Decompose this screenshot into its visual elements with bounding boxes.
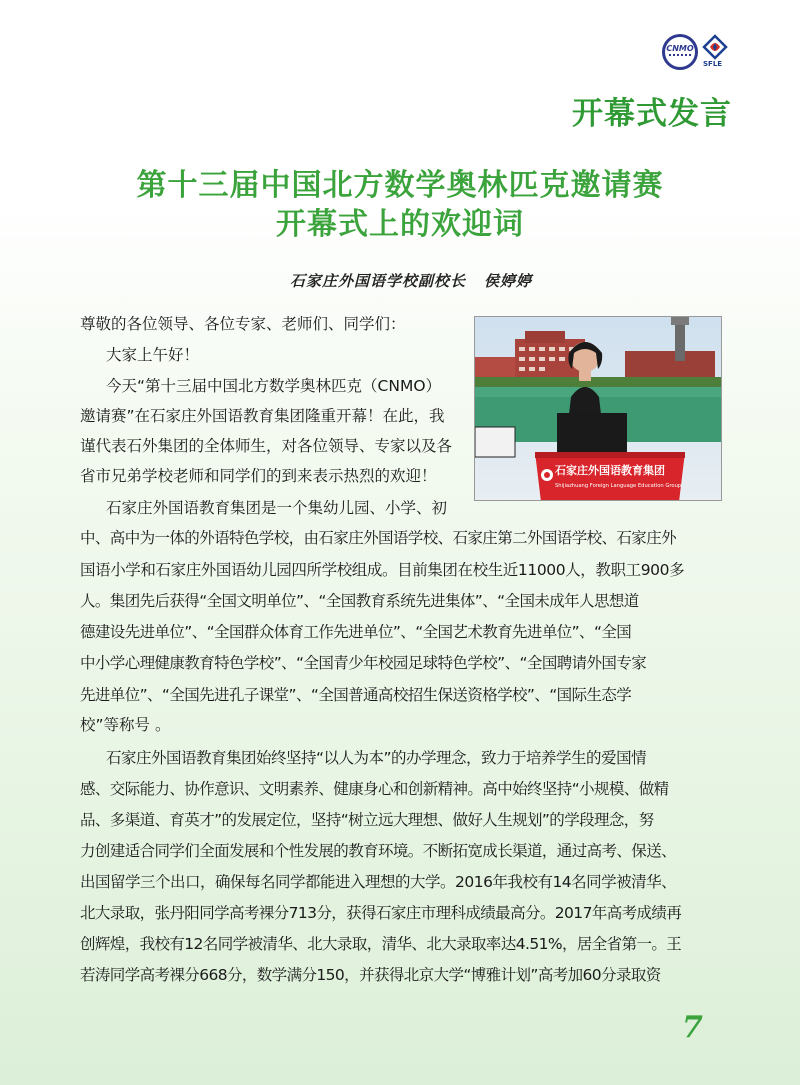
body-text-line: 力创建适合同学们全面发展和个性发展的教育环境。不断拓宽成长渠道，通过高考、保送、: [80, 842, 677, 860]
author-role: 石家庄外国语学校副校长: [289, 272, 466, 290]
body-text-line: 先进单位”、“全国先进孔子课堂”、“全国普通高校招生保送资格学校”、“国际生态学: [80, 686, 632, 704]
body-text-line: 石家庄外国语教育集团是一个集幼儿园、小学、初: [106, 499, 448, 517]
body-text-line: 今天“第十三届中国北方数学奥林匹克（CNMO）: [106, 377, 442, 395]
body-text-line: 谨代表石外集团的全体师生，对各位领导、专家以及各: [80, 437, 453, 455]
sfle-logo: [702, 34, 728, 70]
body-text-line: 感、交际能力、协作意识、文明素养、健康身心和创新精神。高中始终坚持“小规模、做精: [80, 780, 669, 798]
speaker-photo: [474, 316, 722, 501]
body-text-line: 北大录取，张丹阳同学高考裸分713分，获得石家庄市理科成绩最高分。2017年高考成绩再: [80, 904, 682, 922]
body-text-line: 邀请赛”在石家庄外国语教育集团隆重开幕！在此，我: [80, 407, 445, 425]
body-text-line: 中、高中为一体的外语特色学校，由石家庄外国语学校、石家庄第二外国语学校、石家庄外: [80, 529, 677, 547]
speaker-photo-image: [475, 317, 722, 501]
body-text-line: 省市兄弟学校老师和同学们的到来表示热烈的欢迎！: [80, 467, 437, 485]
body-text-line: 创辉煌，我校有12名同学被清华、北大录取，清华、北大录取率达4.51%，居全省第一。王: [80, 935, 682, 953]
body-text-line: 品、多渠道、育英才”的发展定位，坚持“树立远大理想、做好人生规划”的学段理念，努: [80, 811, 654, 829]
sfle-logo-text: SFLE: [703, 60, 723, 68]
cnmo-logo-wave: [669, 54, 691, 60]
page-number: 7: [682, 1010, 703, 1045]
cnmo-logo-text: CNMO: [666, 44, 694, 53]
body-text-line: 国语小学和石家庄外国语幼儿园四所学校组成。目前集团在校生近11000人，教职工900多: [80, 561, 685, 579]
body-text-line: 校”等称号 。: [80, 716, 171, 734]
section-title: 开幕式发言: [572, 96, 732, 132]
body-text-line: 德建设先进单位”、“全国群众体育工作先进单位”、“全国艺术教育先进单位”、“全国: [80, 623, 632, 641]
banner-text-en: Shijiazhuang Foreign Language Education Group: [555, 483, 682, 489]
banner-text-cn: 石家庄外国语教育集团: [555, 464, 665, 477]
body-text-line: 人。集团先后获得“全国文明单位”、“全国教育系统先进集体”、“全国未成年人思想道: [80, 592, 639, 610]
author-name: 侯婷婷: [483, 272, 532, 290]
body-text-line: 尊敬的各位领导、各位专家、老师们、同学们：: [80, 315, 406, 333]
article-title-line-2: 开幕式上的欢迎词: [276, 207, 524, 242]
article-title-line-1: 第十三届中国北方数学奥林匹克邀请赛: [136, 168, 664, 203]
author-byline: [290, 270, 532, 291]
body-text-line: 中小学心理健康教育特色学校”、“全国青少年校园足球特色学校”、“全国聘请外国专家: [80, 654, 647, 672]
body-text-line: 大家上午好！: [106, 346, 200, 364]
sfle-logo-icon: [702, 34, 728, 60]
cnmo-logo: [662, 34, 698, 70]
body-text-line: 石家庄外国语教育集团始终坚持“以人为本”的办学理念，致力于培养学生的爱国情: [106, 749, 647, 767]
body-text-line: 出国留学三个出口，确保每名同学都能进入理想的大学。2016年我校有14名同学被清华、: [80, 873, 677, 891]
body-text-line: 若涛同学高考裸分668分，数学满分150，并获得北京大学“博雅计划”高考加60分录取资: [80, 966, 661, 984]
